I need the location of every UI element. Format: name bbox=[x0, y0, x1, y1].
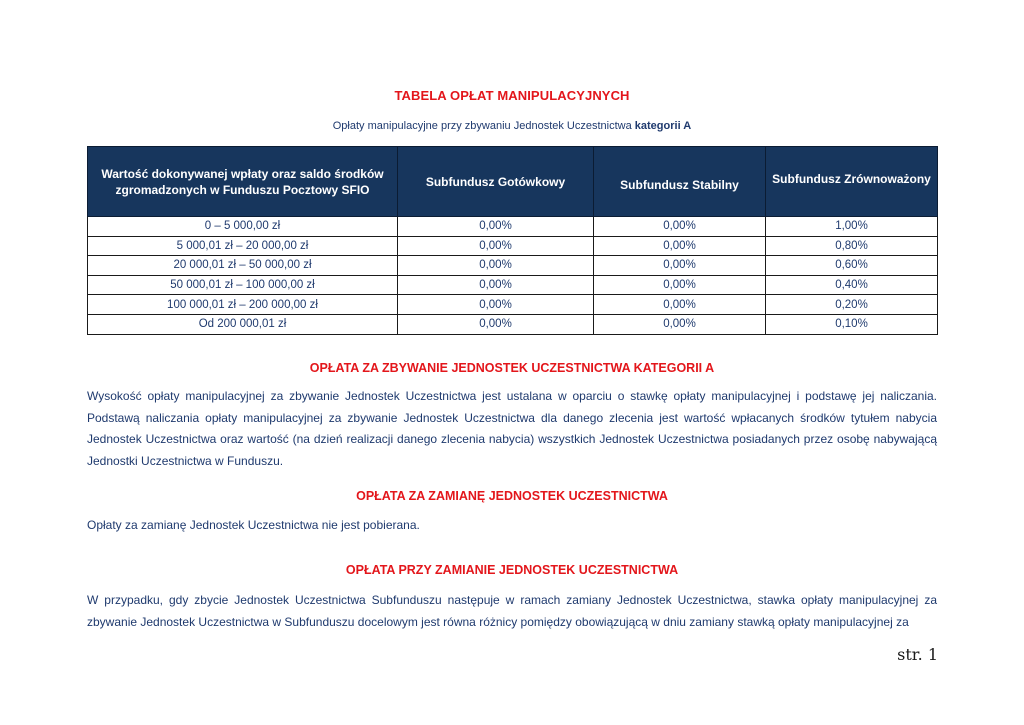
section-heading-sale-fee: OPŁATA ZA ZBYWANIE JEDNOSTEK UCZESTNICTWA KATEGORII A bbox=[309, 361, 715, 375]
subtitle-category: kategorii A bbox=[634, 120, 692, 132]
section-heading-fee-on-exchange: OPŁATA PRZY ZAMIANIE JEDNOSTEK UCZESTNICTWA bbox=[345, 563, 679, 577]
header-value-range: Wartość dokonywanej wpłaty oraz saldo środków zgromadzonych w Funduszu Pocztowy SFIO bbox=[88, 147, 398, 217]
stable-fee-cell: 0,00% bbox=[594, 217, 766, 237]
table-row bbox=[88, 275, 938, 295]
table-row bbox=[88, 217, 938, 237]
balanced-fee-cell: 0,40% bbox=[766, 275, 938, 295]
cash-fee-cell: 0,00% bbox=[398, 314, 594, 334]
document-title: TABELA OPŁAT MANIPULACYJNYCH bbox=[394, 88, 630, 103]
header-stable-subfund: Subfundusz Stabilny bbox=[594, 147, 766, 217]
section-paragraph-sale-fee: Wysokość opłaty manipulacyjnej za zbywanie Jednostek Uczestnictwa jest ustalana w oparciu o stawkę opłaty manipulacyjnej i podstawę jej naliczania. Podstawą naliczania opłaty manipulacyjnej za zbywanie Jednostek Uczestnictwa dla danego zlecenia jest wartość wpłacanych środków tytułem nabycia Jednostek Uczestnictwa oraz wartość (na dzień realizacji danego zlecenia nabycia) wszystkich Jednostek Uczestnictwa posiadanych przez osobę nabywającą Jednostki Uczestnictwa w Funduszu. bbox=[87, 389, 937, 468]
cash-fee-cell: 0,00% bbox=[398, 217, 594, 237]
stable-fee-cell: 0,00% bbox=[594, 236, 766, 256]
table-row bbox=[88, 236, 938, 256]
balanced-fee-cell: 0,10% bbox=[766, 314, 938, 334]
range-cell: 100 000,01 zł – 200 000,00 zł bbox=[88, 295, 398, 315]
balanced-fee-cell: 1,00% bbox=[766, 217, 938, 237]
balanced-fee-cell: 0,60% bbox=[766, 256, 938, 276]
table-row bbox=[88, 295, 938, 315]
section-paragraph-fee-on-exchange: W przypadku, gdy zbycie Jednostek Uczestnictwa Subfunduszu następuje w ramach zamiany Jednostek Uczestnictwa, stawka opłaty manipulacyjnej za zbywanie Jednostek Uczestnictwa w Subfunduszu docelowym jest równa różnicy pomiędzy obowiązującą w dniu zamiany stawką opłaty manipulacyjnej za bbox=[87, 593, 937, 629]
stable-fee-cell: 0,00% bbox=[594, 256, 766, 276]
range-cell: 20 000,01 zł – 50 000,00 zł bbox=[88, 256, 398, 276]
range-cell: 50 000,01 zł – 100 000,00 zł bbox=[88, 275, 398, 295]
cash-fee-cell: 0,00% bbox=[398, 295, 594, 315]
header-cash-subfund: Subfundusz Gotówkowy bbox=[398, 147, 594, 217]
range-cell: 0 – 5 000,00 zł bbox=[88, 217, 398, 237]
cash-fee-cell: 0,00% bbox=[398, 236, 594, 256]
table-subtitle bbox=[0, 120, 1024, 132]
balanced-fee-cell: 0,80% bbox=[766, 236, 938, 256]
fees-table bbox=[87, 146, 938, 335]
table-row bbox=[88, 314, 938, 334]
stable-fee-cell: 0,00% bbox=[594, 275, 766, 295]
page-number: str. 1 bbox=[897, 645, 938, 664]
range-cell: 5 000,01 zł – 20 000,00 zł bbox=[88, 236, 398, 256]
section-paragraph-exchange-fee: Opłaty za zamianę Jednostek Uczestnictwa nie jest pobierana. bbox=[87, 518, 420, 532]
balanced-fee-cell: 0,20% bbox=[766, 295, 938, 315]
section-heading-exchange-fee: OPŁATA ZA ZAMIANĘ JEDNOSTEK UCZESTNICTWA bbox=[356, 489, 668, 503]
table-row bbox=[88, 256, 938, 276]
table-header-row bbox=[88, 147, 938, 217]
subtitle-text: Opłaty manipulacyjne przy zbywaniu Jednostek Uczestnictwa bbox=[332, 120, 635, 132]
stable-fee-cell: 0,00% bbox=[594, 295, 766, 315]
stable-fee-cell: 0,00% bbox=[594, 314, 766, 334]
header-balanced-subfund: Subfundusz Zrównoważony bbox=[766, 147, 938, 217]
range-cell: Od 200 000,01 zł bbox=[88, 314, 398, 334]
cash-fee-cell: 0,00% bbox=[398, 256, 594, 276]
cash-fee-cell: 0,00% bbox=[398, 275, 594, 295]
